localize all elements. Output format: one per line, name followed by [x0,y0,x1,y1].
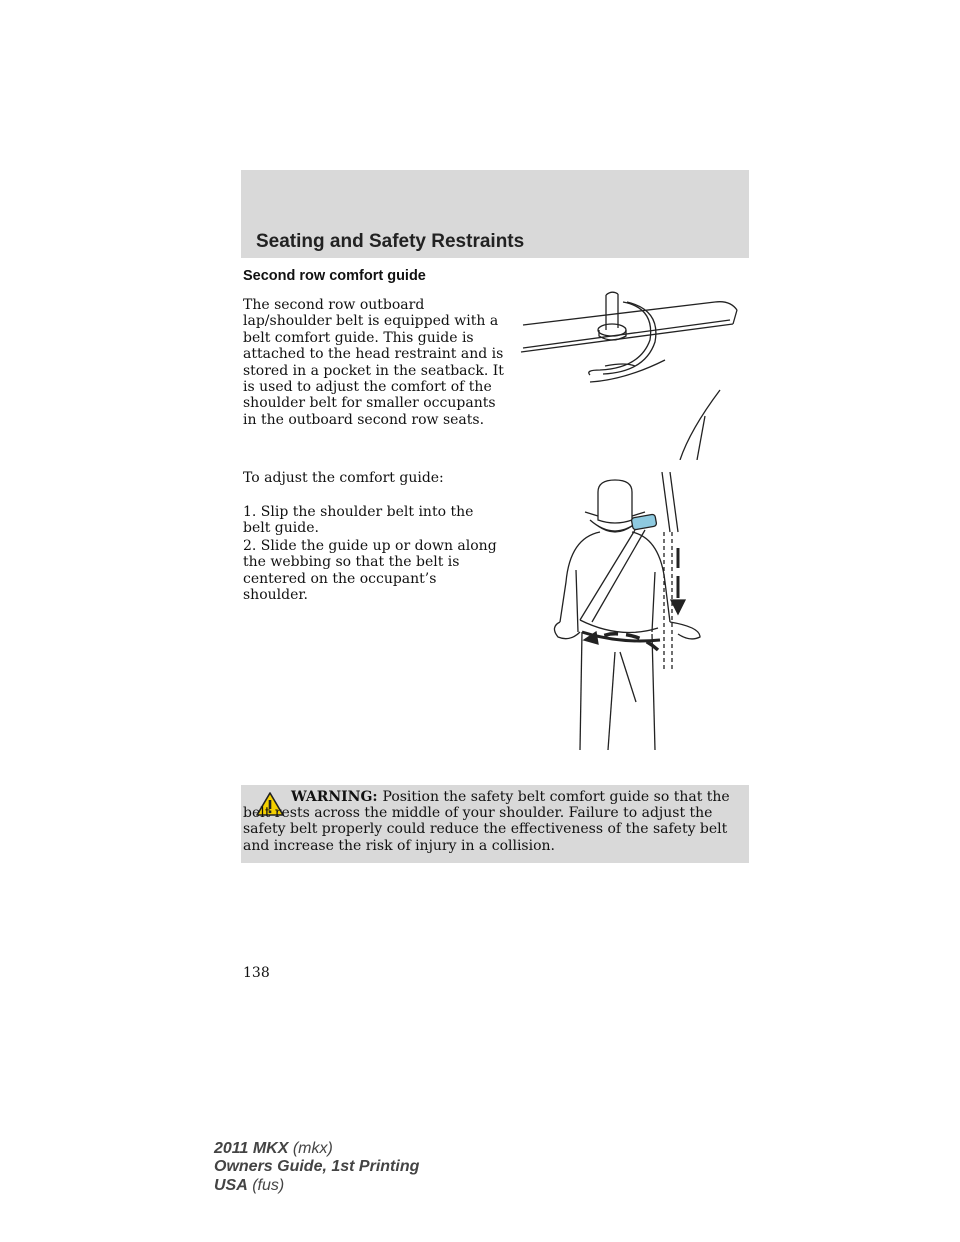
warning-box [241,785,749,863]
step-1: 1. Slip the shoulder belt into the belt guide. [243,504,474,537]
page-number: 138 [243,965,270,981]
warning-message [243,789,743,854]
comfort-guide-intro: The second row outboard lap/shoulder belt is equipped with a belt comfort guide. This guide is attached to the head restraint and is stored in a pocket in the seatback. It is used to adjust the comfort of the shoulder belt for smaller occupants in the outboard second row seats. [243,297,504,428]
print-footer [214,1140,419,1195]
warning-body: Position the safety belt comfort guide so that the belt rests across the middle of your shoulder. Failure to adjust the safety belt properly could reduce the effectiveness of the safety belt and increase the risk of injury in a collision. [243,789,730,854]
warning-label: WARNING: [291,789,383,805]
footer-model-code: (mkx) [288,1140,333,1157]
step-2: 2. Slide the guide up or down along the webbing so that the belt is centered on the occupant’s shoulder. [243,538,497,604]
footer-region-code: (fus) [247,1176,285,1194]
comfort-guide-storage-illustration [515,290,745,460]
footer-region: USA [214,1176,248,1194]
footer-guide: Owners Guide, 1st Printing [214,1158,420,1176]
page-section-title: Seating and Safety Restraints [256,231,525,252]
adjust-intro: To adjust the comfort guide: [243,470,444,486]
belt-adjustment-illustration [540,472,720,757]
comfort-guide-heading: Second row comfort guide [243,268,426,284]
footer-model: 2011 MKX [214,1140,289,1157]
